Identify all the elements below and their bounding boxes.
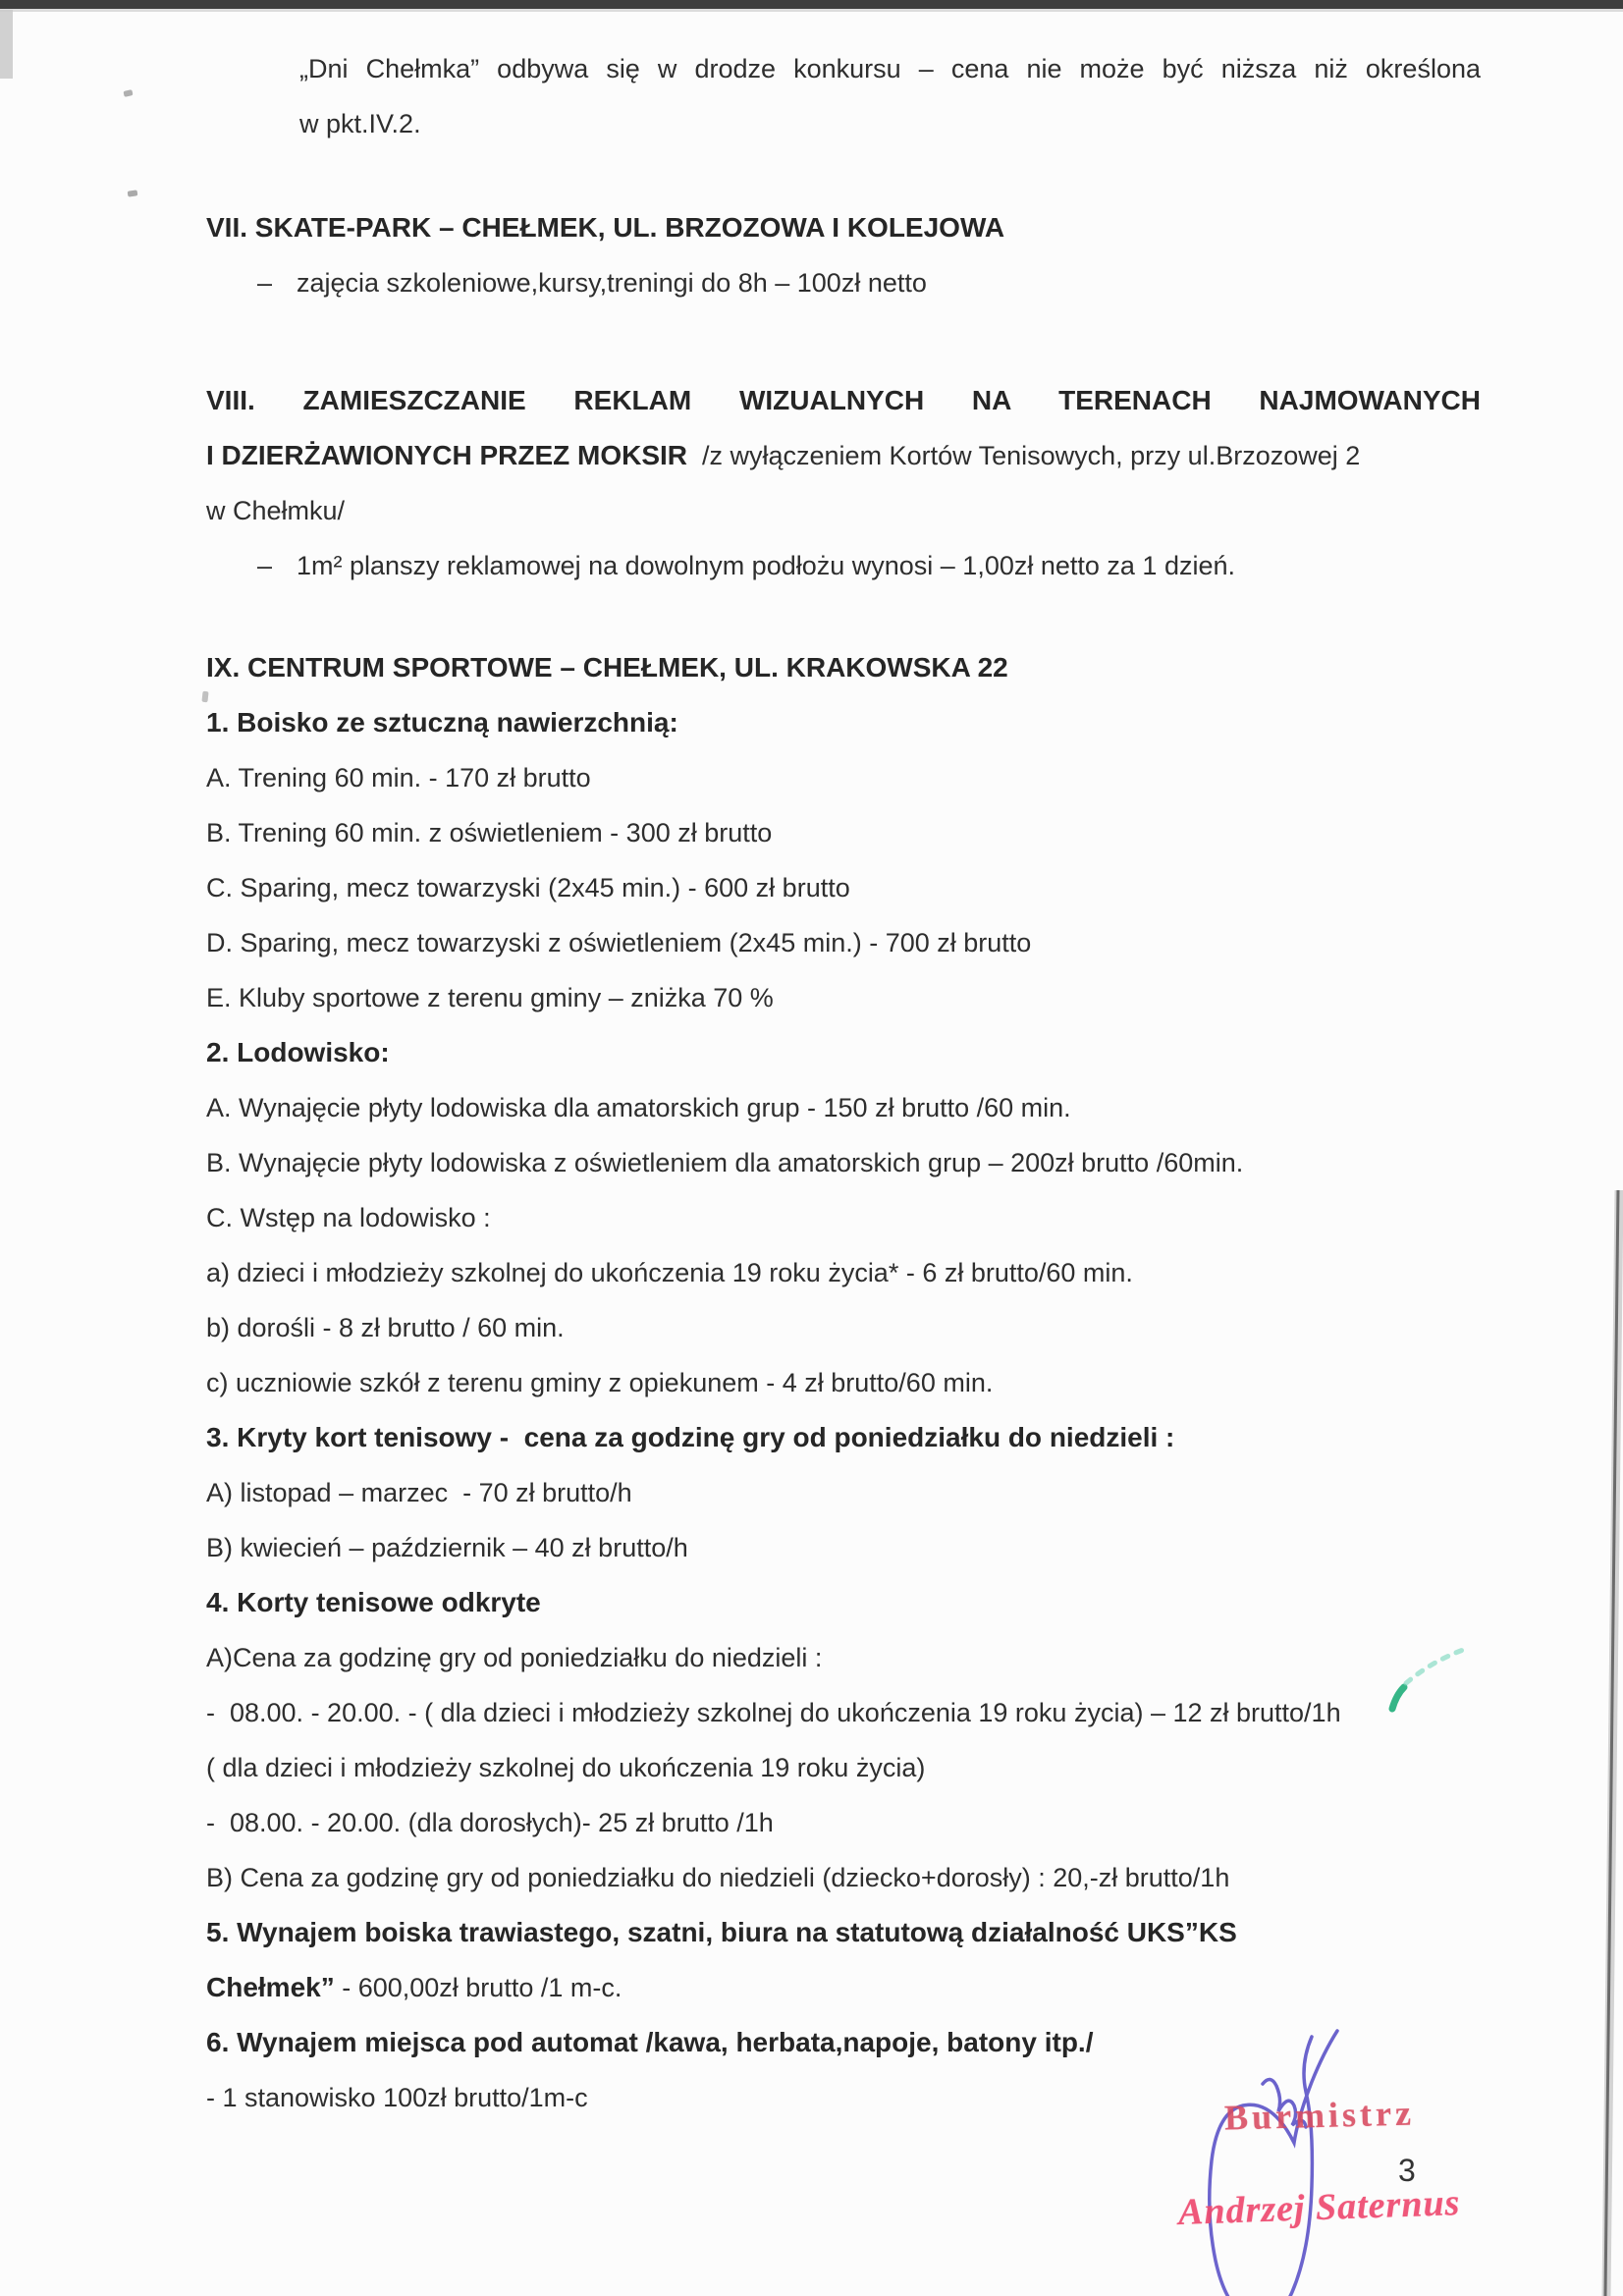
- price-line: - 08.00. - 20.00. (dla dorosłych)- 25 zł brutto /1h: [206, 1808, 774, 1837]
- intro-line-1: „Dni Chełmka” odbywa się w drodze konkursu – cena nie może być niższa niż określona: [299, 54, 1481, 83]
- section-9: [206, 640, 1481, 2125]
- price-line: B. Trening 60 min. z oświetleniem - 300 zł brutto: [206, 818, 773, 847]
- subsection-5-heading-line-2: [206, 1960, 1481, 2015]
- intro-paragraph: [299, 41, 1481, 151]
- scan-left-edge-artifact: [0, 10, 13, 79]
- price-line: E. Kluby sportowe z terenu gminy – zniżka 70 %: [206, 983, 774, 1012]
- price-line: B) Cena za godzinę gry od poniedziałku do niedzieli (dziecko+dorosły) : 20,-zł brutto/1h: [206, 1863, 1230, 1892]
- bullet-dash: –: [257, 551, 273, 580]
- price-line: B. Wynajęcie płyty lodowiska z oświetleniem dla amatorskich grup – 200zł brutto /60min.: [206, 1148, 1244, 1177]
- mayor-stamp-title: Burmistrz: [1223, 2093, 1416, 2138]
- section-7-heading: VII. SKATE-PARK – CHEŁMEK, UL. BRZOZOWA I KOLEJOWA: [206, 212, 1005, 243]
- price-line: C. Wstęp na lodowisko :: [206, 1203, 491, 1232]
- bullet-dash: –: [257, 268, 273, 298]
- section-7: [206, 200, 1481, 310]
- subsection-2-heading: 2. Lodowisko:: [206, 1037, 390, 1067]
- price-line: c) uczniowie szkół z terenu gminy z opiekunem - 4 zł brutto/60 min.: [206, 1368, 994, 1397]
- scan-top-band: [0, 0, 1623, 9]
- subsection-1-heading: 1. Boisko ze sztuczną nawierzchnią:: [206, 707, 678, 738]
- subsection-5-bold: Chełmek”: [206, 1972, 335, 2002]
- price-line: B) kwiecień – październik – 40 zł brutto/h: [206, 1533, 688, 1562]
- section-8-heading-line-1: VIII. ZAMIESZCZANIE REKLAM WIZUALNYCH NA TERENACH NAJMOWANYCH: [206, 385, 1481, 415]
- subsection-5-heading-line-1: 5. Wynajem boiska trawiastego, szatni, biura na statutową działalność UKS”KS: [206, 1917, 1237, 1947]
- section-8-heading-line-3: w Chełmku/: [206, 496, 346, 525]
- price-line: C. Sparing, mecz towarzyski (2x45 min.) - 600 zł brutto: [206, 873, 850, 902]
- section-8-heading-bold: I DZIERŻAWIONYCH PRZEZ MOKSIR: [206, 440, 687, 470]
- section-9-heading: IX. CENTRUM SPORTOWE – CHEŁMEK, UL. KRAKOWSKA 22: [206, 652, 1008, 683]
- subsection-4-heading: 4. Korty tenisowe odkryte: [206, 1587, 541, 1617]
- price-line: A. Trening 60 min. - 170 zł brutto: [206, 763, 591, 793]
- document-body: [206, 41, 1481, 2125]
- scan-speck: [123, 89, 133, 97]
- section-8: [206, 373, 1481, 593]
- price-line: A)Cena za godzinę gry od poniedziałku do niedzieli :: [206, 1643, 823, 1672]
- bullet-text: zajęcia szkoleniowe,kursy,treningi do 8h – 100zł netto: [297, 268, 927, 298]
- price-line: b) dorośli - 8 zł brutto / 60 min.: [206, 1313, 565, 1342]
- price-line: A) listopad – marzec - 70 zł brutto/h: [206, 1478, 632, 1507]
- subsection-6-heading: 6. Wynajem miejsca pod automat /kawa, herbata,napoje, batony itp./: [206, 2027, 1094, 2057]
- subsection-3-heading: 3. Kryty kort tenisowy - cena za godzinę gry od poniedziałku do niedzieli :: [206, 1422, 1175, 1452]
- section-7-bullet: [206, 255, 1481, 310]
- intro-line-2: w pkt.IV.2.: [299, 109, 421, 138]
- scan-edge-line: [1605, 1190, 1619, 2296]
- subsection-5-rest: - 600,00zł brutto /1 m-c.: [334, 1973, 622, 2002]
- price-line: ( dla dzieci i młodzieży szkolnej do ukończenia 19 roku życia): [206, 1753, 926, 1782]
- price-line: - 1 stanowisko 100zł brutto/1m-c: [206, 2083, 588, 2112]
- scan-speck: [128, 190, 138, 196]
- price-line: a) dzieci i młodzieży szkolnej do ukończenia 19 roku życia* - 6 zł brutto/60 min.: [206, 1258, 1133, 1287]
- price-line: - 08.00. - 20.00. - ( dla dzieci i młodzieży szkolnej do ukończenia 19 roku życia) – 12 zł brutto/1h: [206, 1698, 1341, 1727]
- price-line: A. Wynajęcie płyty lodowiska dla amatorskich grup - 150 zł brutto /60 min.: [206, 1093, 1071, 1122]
- section-8-bullet: [206, 538, 1481, 593]
- price-line: D. Sparing, mecz towarzyski z oświetleniem (2x45 min.) - 700 zł brutto: [206, 928, 1032, 957]
- bullet-text: 1m² planszy reklamowej na dowolnym podłożu wynosi – 1,00zł netto za 1 dzień.: [297, 551, 1235, 580]
- section-8-heading-rest: /z wyłączeniem Kortów Tenisowych, przy ul.Brzozowej 2: [687, 441, 1361, 470]
- scan-top-band-shadow: [0, 9, 1623, 12]
- section-8-heading-line-2: [206, 428, 1481, 483]
- page-number: 3: [1398, 2153, 1416, 2188]
- mayor-stamp-name: Andrzej Saternus: [1177, 2181, 1462, 2234]
